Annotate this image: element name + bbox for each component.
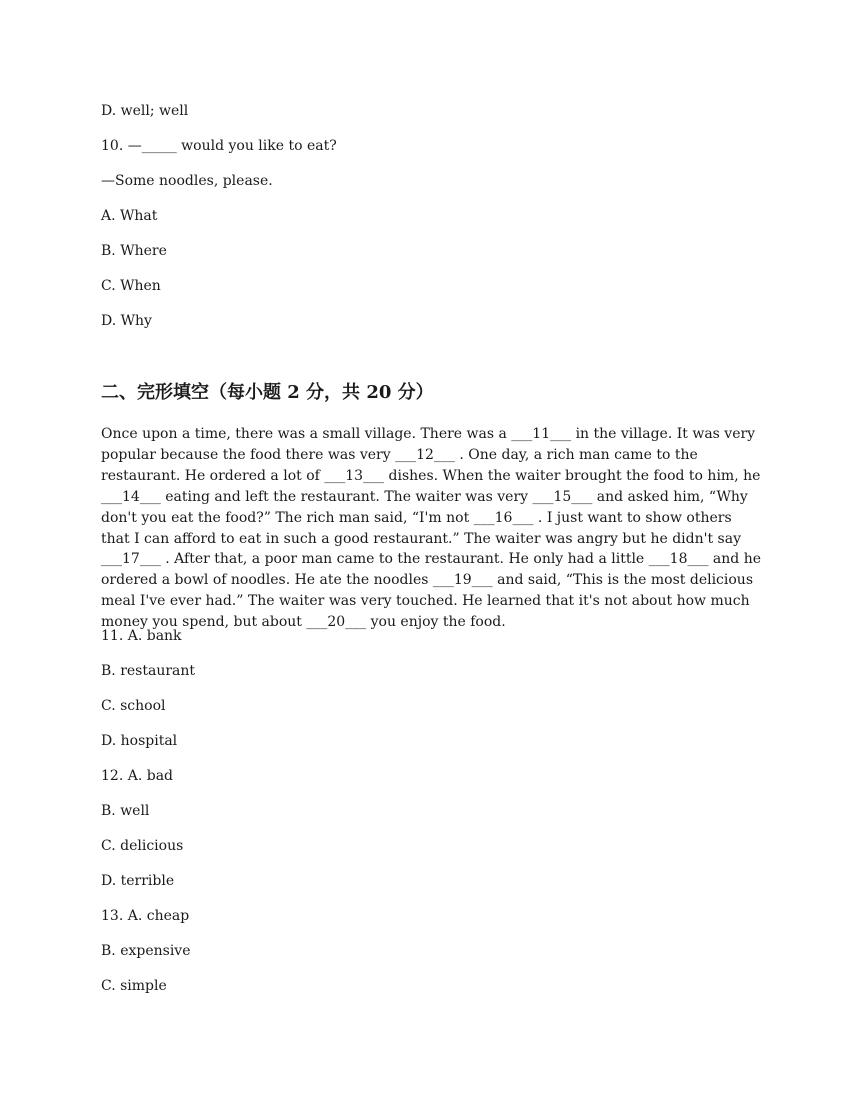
q12-option-d: D. terrible [101, 873, 175, 889]
q13-option-c: C. simple [101, 978, 167, 994]
q10-option-b: B. Where [101, 243, 167, 259]
q11-option-d: D. hospital [101, 733, 178, 749]
q11-option-a: 11. A. bank [101, 628, 182, 644]
q12-option-a: 12. A. bad [101, 768, 173, 784]
q12-option-b: B. well [101, 803, 150, 819]
q12-option-c: C. delicious [101, 838, 184, 854]
q13-option-a: 13. A. cheap [101, 908, 190, 924]
q10-option-d: D. Why [101, 313, 152, 329]
q11-option-c: C. school [101, 698, 166, 714]
q10-answer: —Some noodles, please. [101, 173, 273, 189]
q9-option-d: D. well; well [101, 103, 189, 119]
q11-option-b: B. restaurant [101, 663, 196, 679]
section-heading-cloze: 二、完形填空（每小题 2 分，共 20 分） [101, 382, 434, 403]
q10-option-c: C. When [101, 278, 161, 294]
q13-option-b: B. expensive [101, 943, 191, 959]
cloze-passage: Once upon a time, there was a small village. There was a ___11___ in the village. It was very popular because the food there was very ___12___ . One day, a rich man came to the restaurant. He ordered a lot of ___13___ dishes. When the waiter brought the food to him, he ___14___ eating and left the restaurant. The waiter was very ___15___ and asked him, “Why don't you eat the food?” The rich man said, “I'm not ___16___ . I just want to show others that I can afford to eat in such a good restaurant.” The waiter was angry but he didn't say ___17___ . After that, a poor man came to the restaurant. He only had a little ___18___ and he ordered a bowl of noodles. He ate the noodles ___19___ and said, “This is the most delicious meal I've ever had.” The waiter was very touched. He learned that it's not about how much money you spend, but about ___20___ you enjoy the food. [101, 426, 762, 631]
q10-question: 10. —_____ would you like to eat? [101, 138, 337, 154]
q10-option-a: A. What [101, 208, 158, 224]
